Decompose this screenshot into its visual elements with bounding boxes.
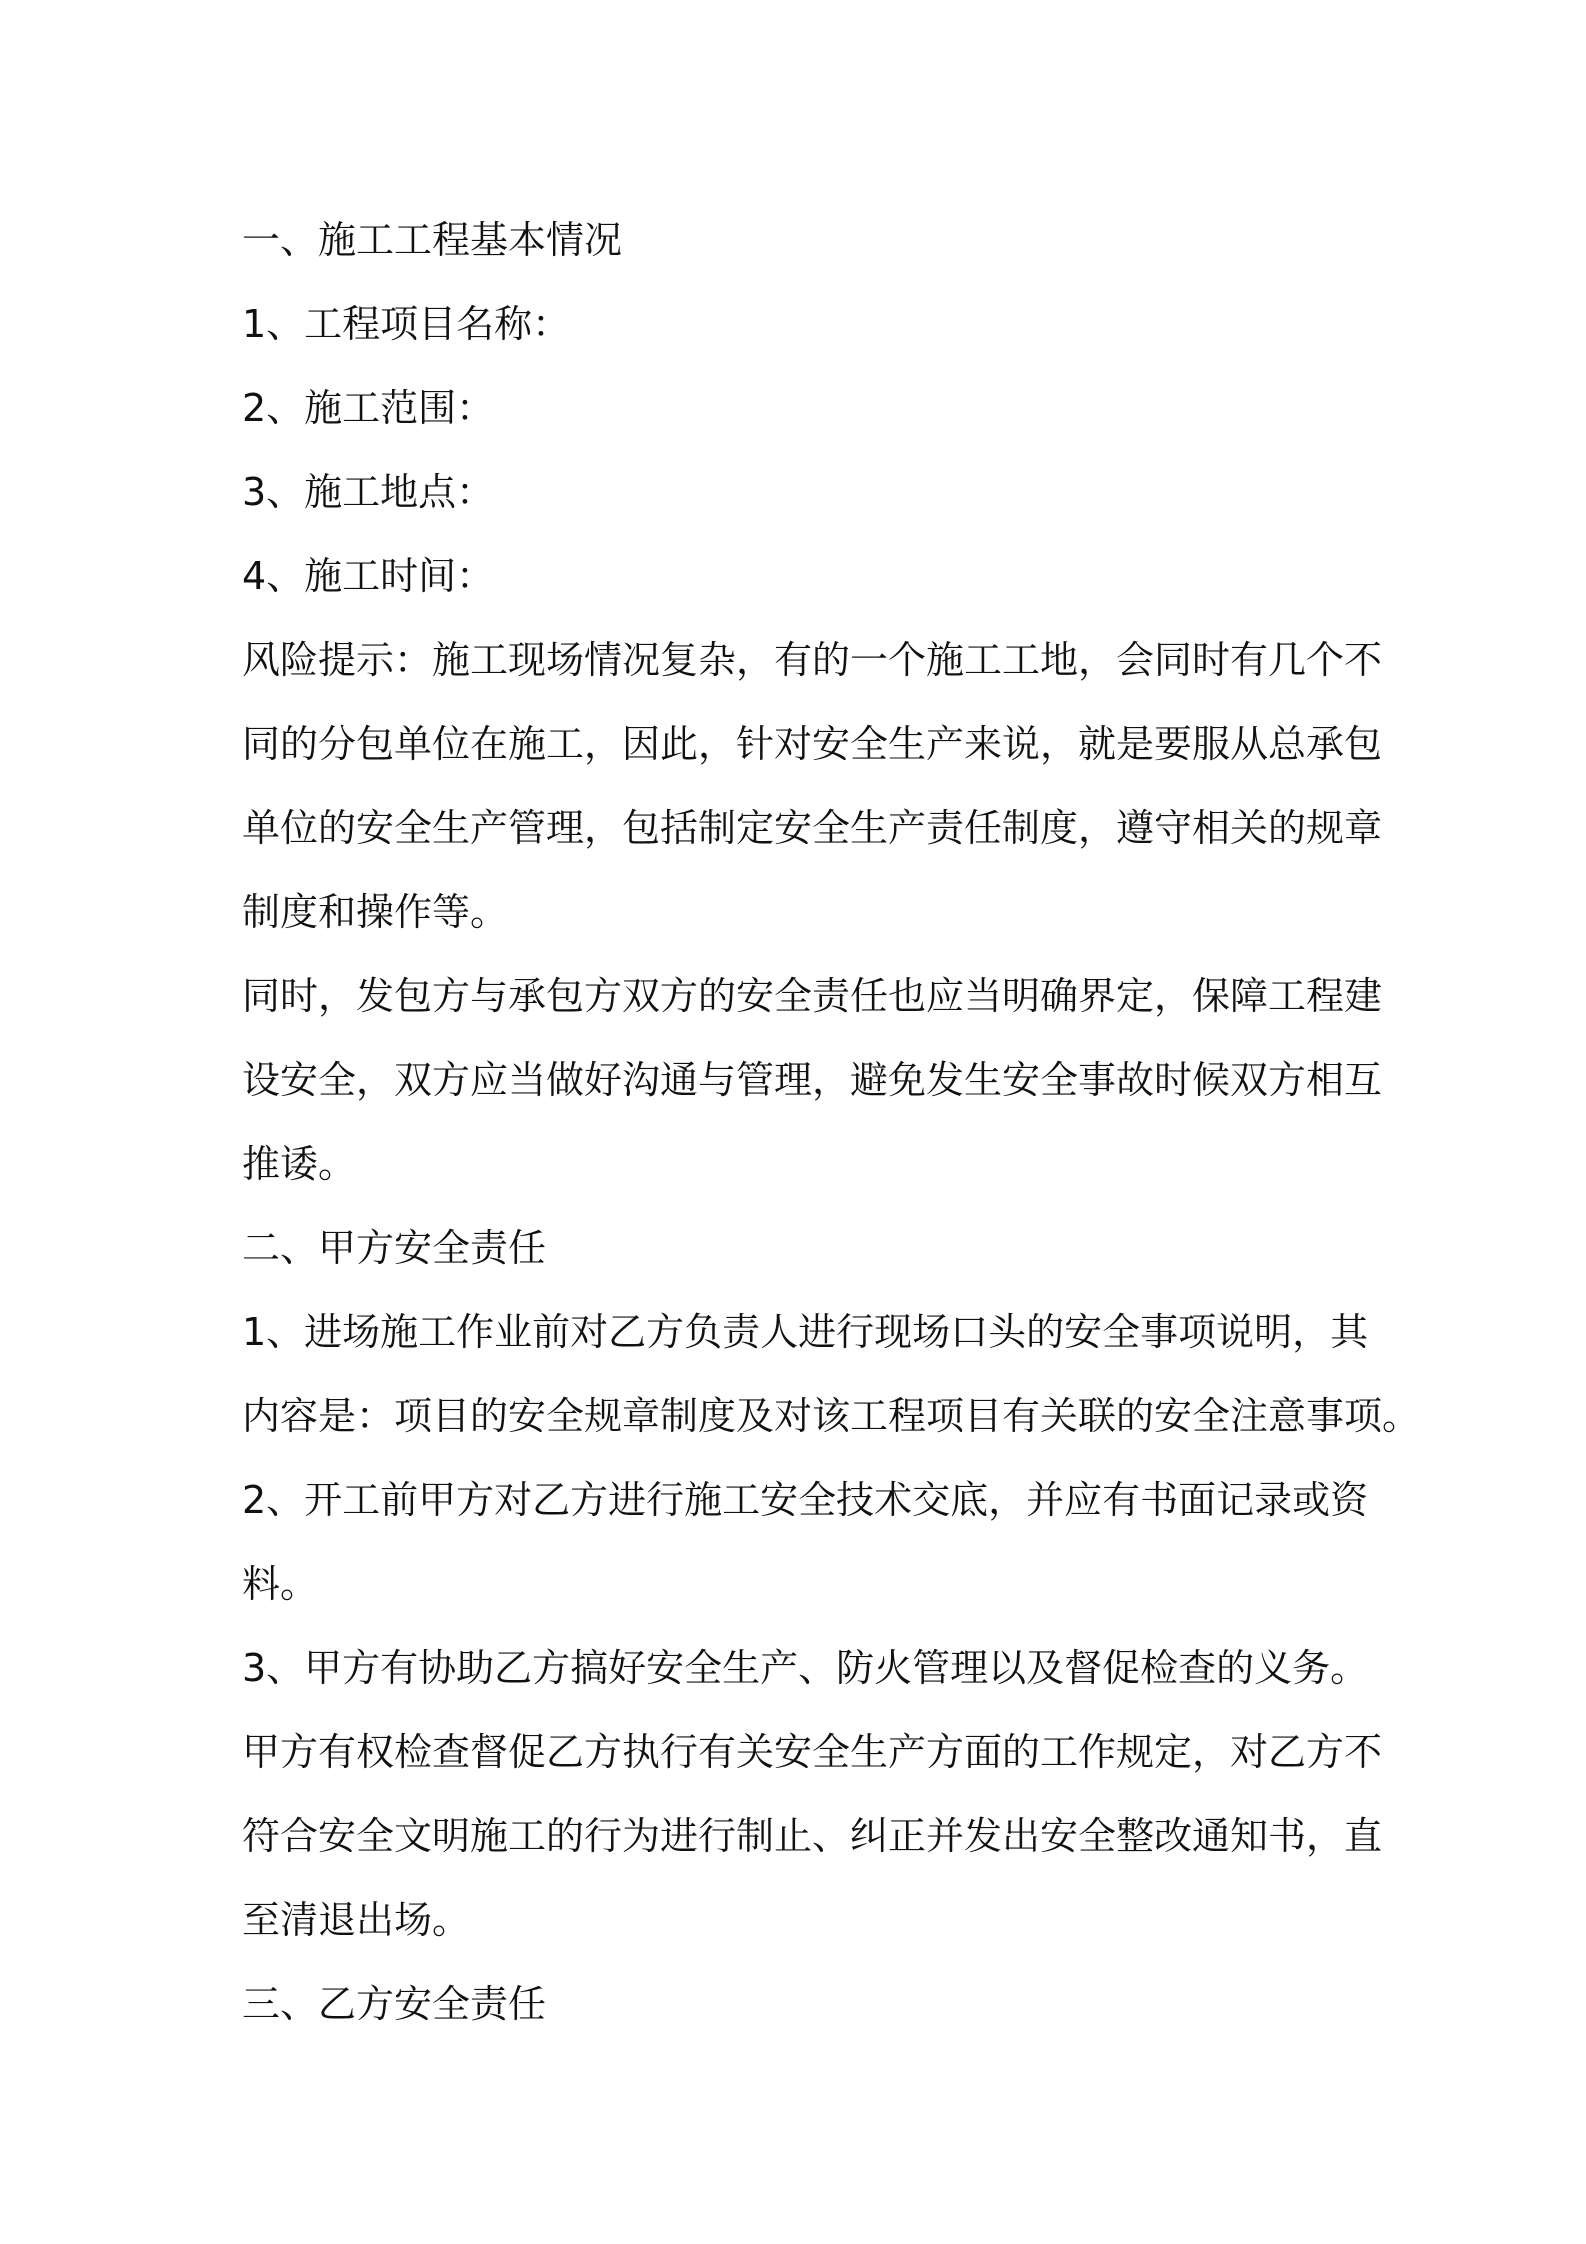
section-heading-2: 二、甲方安全责任 (242, 1226, 547, 1270)
project-name-line: 1、工程项目名称： (242, 302, 571, 346)
risk-note-line-3: 单位的安全生产管理，包括制定安全生产责任制度，遵守相关的规章 (242, 806, 1383, 850)
responsibility-note-line-1: 同时，发包方与承包方双方的安全责任也应当明确界定，保障工程建 (242, 974, 1383, 1018)
party-a-item-1-line-1: 1、进场施工作业前对乙方负责人进行现场口头的安全事项说明，其 (242, 1310, 1369, 1354)
risk-note-line-1: 风险提示：施工现场情况复杂，有的一个施工工地，会同时有几个不 (242, 638, 1383, 682)
responsibility-note-line-3: 推诿。 (242, 1142, 357, 1186)
party-a-rights-line-3: 至清退出场。 (242, 1898, 471, 1942)
construction-time-line: 4、施工时间： (242, 554, 495, 598)
risk-note-line-2: 同的分包单位在施工，因此，针对安全生产来说，就是要服从总承包 (242, 722, 1383, 766)
construction-location-line: 3、施工地点： (242, 470, 495, 514)
party-a-rights-line-1: 甲方有权检查督促乙方执行有关安全生产方面的工作规定，对乙方不 (242, 1730, 1383, 1774)
section-heading-3: 三、乙方安全责任 (242, 1982, 547, 2026)
party-a-rights-line-2: 符合安全文明施工的行为进行制止、纠正并发出安全整改通知书，直 (242, 1814, 1383, 1858)
party-a-item-3-line: 3、甲方有协助乙方搞好安全生产、防火管理以及督促检查的义务。 (242, 1646, 1369, 1690)
risk-note-line-4: 制度和操作等。 (242, 890, 509, 934)
party-a-item-2-line-1: 2、开工前甲方对乙方进行施工安全技术交底，并应有书面记录或资 (242, 1478, 1369, 1522)
document-body (242, 198, 1421, 2046)
party-a-item-1-line-2: 内容是：项目的安全规章制度及对该工程项目有关联的安全注意事项。 (242, 1394, 1421, 1438)
construction-scope-line: 2、施工范围： (242, 386, 495, 430)
party-a-item-2-line-2: 料。 (242, 1562, 319, 1606)
responsibility-note-line-2: 设安全，双方应当做好沟通与管理，避免发生安全事故时候双方相互 (242, 1058, 1383, 1102)
section-heading-1: 一、施工工程基本情况 (242, 218, 623, 262)
